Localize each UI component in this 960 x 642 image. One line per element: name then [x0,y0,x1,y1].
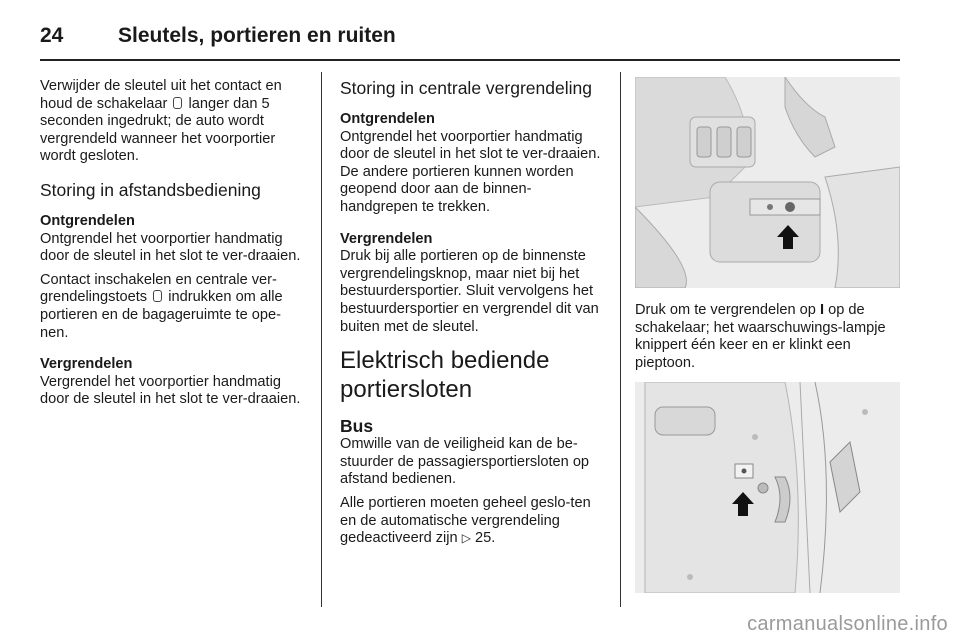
unlock-paragraph: Ontgrendel het voorportier handmatig door de sleutel in het slot te ver-draaien. [40,230,301,265]
lock-key-icon [153,290,162,302]
subheading-lock: Vergrendelen [340,230,433,247]
page-reference-icon: ▷ [461,531,471,546]
figure-caption: Druk om te vergrendelen op I op de schakelaar; het waarschuwings-lampje knippert één keer en er klinkt een pieptoon. [635,302,886,371]
subheading-lock: Vergrendelen [40,356,133,373]
watermark: carmanualsonline.info [747,613,948,635]
subheading-bus: Bus [340,416,374,437]
bus-paragraph-2: Alle portieren moeten geheel geslo-ten en de automatische vergrendeling gedeactiveerd zijn ▷ 25. [340,494,591,547]
subheading-unlock: Ontgrendelen [340,111,435,127]
unlock-paragraph: Ontgrendel het voorportier handmatig door de sleutel in het slot te ver-draaien. De andere portieren kunnen worden geopend door aan de binnen-handgrepen te trekken. [340,128,601,215]
bus-paragraph: Omwille van de veiligheid kan de be-stuurder de passagiersportiersloten op afstand bedienen. [340,436,590,488]
section-heading-electric: Elektrisch bediende portiersloten [340,347,550,404]
lock-key-icon [173,97,182,109]
section-heading-central: Storing in centrale vergrendeling [340,78,592,98]
header-rule [40,59,900,61]
door-switch-figure [635,382,900,593]
column-divider-2 [620,72,621,607]
subheading-unlock: Ontgrendelen [40,212,135,229]
page-title: Sleutels, portieren en ruiten [118,24,396,47]
intro-paragraph: Verwijder de sleutel uit het contact en houd de schakelaar langer dan 5 seconden ingedrukt; de auto wordt vergrendeld wanneer het voorportier wordt gesloten. [40,78,282,165]
page-number: 24 [40,24,64,47]
dashboard-switch-figure [635,77,900,288]
dashboard-illustration [635,77,900,288]
section-heading-remote: Storing in afstandsbediening [40,179,261,200]
lock-paragraph: Druk bij alle portieren op de binnenste vergrendelingsknop, maar niet bij het bestuurdersportier. Sluit vervolgens het bestuurdersportier en vergrendel dit van buiten met de sleutel. [340,248,599,335]
column-2 [340,78,608,554]
lock-paragraph: Vergrendel het voorportier handmatig door de sleutel in het slot te ver-draaien. [40,373,301,408]
column-divider-1 [321,72,322,607]
column-1 [40,78,308,415]
contact-paragraph: Contact inschakelen en centrale ver-grendelingstoets indrukken om alle portieren en de bagageruimte te ope-nen. [40,271,283,341]
page-header [40,16,396,56]
door-illustration [635,382,900,593]
